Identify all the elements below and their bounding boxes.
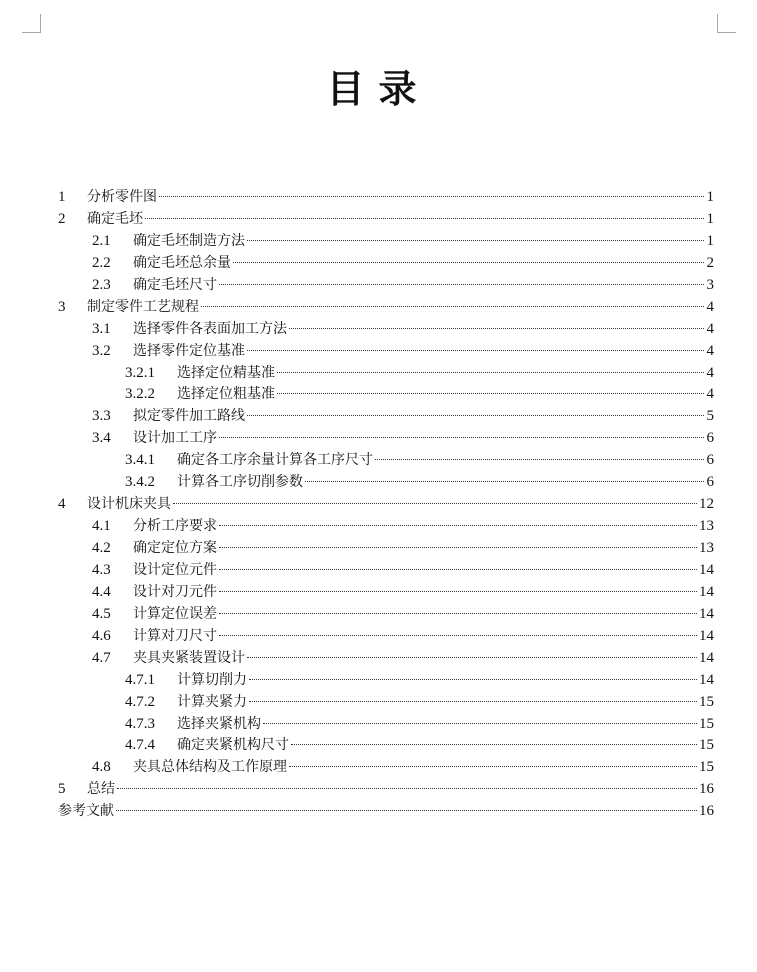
toc-entry[interactable]: [58, 582, 714, 604]
toc-entry-label: 夹具总体结构及工作原理: [133, 759, 287, 776]
dot-leader: [219, 613, 697, 614]
toc-entry[interactable]: [58, 319, 714, 341]
toc-entry-number: 4.6: [92, 627, 111, 644]
toc-entry-page: 4: [706, 386, 714, 403]
toc-entry[interactable]: [58, 692, 714, 714]
toc-entry[interactable]: [58, 735, 714, 757]
toc-entry-label: 参考文献: [58, 803, 114, 820]
page-corner-mark-top-right: [717, 14, 736, 33]
toc-entry-label: 计算定位误差: [133, 605, 217, 622]
toc-entry[interactable]: [58, 494, 714, 516]
toc-entry[interactable]: [58, 275, 714, 297]
toc-entry[interactable]: [58, 209, 714, 231]
toc-entry-label: 确定各工序余量计算各工序尺寸: [177, 452, 373, 469]
toc-entry-label: 拟定零件加工路线: [133, 408, 245, 425]
toc-entry-number: 3.3: [92, 408, 111, 425]
dot-leader: [247, 240, 704, 241]
toc-entry[interactable]: [58, 560, 714, 582]
toc-entry-page: 14: [699, 561, 714, 578]
dot-leader: [116, 810, 697, 811]
toc-entry-label: 计算对刀尺寸: [133, 627, 217, 644]
toc-entry[interactable]: [58, 670, 714, 692]
toc-entry-page: 15: [699, 715, 714, 732]
toc-entry[interactable]: [58, 187, 714, 209]
dot-leader: [145, 218, 704, 219]
toc-entry-number: 4.7.1: [125, 671, 155, 688]
toc-entry-label: 分析零件图: [87, 189, 157, 205]
toc-entry-number: 1: [58, 189, 66, 205]
toc-entry-number: 5: [58, 781, 66, 798]
dot-leader: [263, 723, 697, 724]
toc-entry[interactable]: [58, 231, 714, 253]
toc-entry-number: 3.2.1: [125, 364, 155, 381]
dot-leader: [219, 635, 697, 636]
toc-entry[interactable]: [58, 363, 714, 385]
toc-entry-page: 2: [706, 254, 714, 271]
toc-entry-number: 4.2: [92, 540, 111, 556]
toc-entry-number: 2: [58, 210, 66, 227]
toc-entry-page: 15: [699, 693, 714, 710]
toc-entry-label: 制定零件工艺规程: [87, 298, 199, 315]
dot-leader: [305, 481, 704, 482]
dot-leader: [247, 350, 704, 351]
toc-entry[interactable]: [58, 516, 714, 538]
toc-entry-page: 6: [706, 452, 714, 469]
dot-leader: [173, 503, 697, 504]
dot-leader: [289, 766, 697, 767]
toc-entry-page: 5: [706, 408, 714, 425]
toc-entry[interactable]: [58, 714, 714, 736]
toc-entry-label: 确定夹紧机构尺寸: [177, 737, 289, 754]
dot-leader: [277, 393, 704, 394]
toc-entry[interactable]: [58, 757, 714, 779]
toc-entry[interactable]: [58, 428, 714, 450]
toc-entry-page: 14: [699, 605, 714, 622]
toc-entry[interactable]: [58, 450, 714, 472]
toc-entry-number: 4.7: [92, 649, 111, 666]
toc-entry-page: 15: [699, 759, 714, 776]
toc-entry-label: 计算各工序切削参数: [177, 474, 303, 491]
toc-entry-page: 14: [699, 583, 714, 600]
toc-entry-label: 分析工序要求: [133, 518, 217, 535]
toc-entry[interactable]: [58, 253, 714, 275]
toc-entry-label: 选择夹紧机构: [177, 715, 261, 732]
toc-entry[interactable]: [58, 648, 714, 670]
toc-entry-label: 计算夹紧力: [177, 693, 247, 710]
toc-entry[interactable]: [58, 779, 714, 801]
dot-leader: [219, 591, 697, 592]
toc-title: 目录: [326, 66, 431, 111]
toc-entry-number: 3.4.1: [125, 452, 155, 469]
toc-entry[interactable]: [58, 604, 714, 626]
toc-entry-label: 选择定位精基准: [177, 364, 275, 381]
toc-entry-number: 3.4: [92, 430, 111, 447]
toc-entry-page: 6: [706, 474, 714, 491]
toc-entry-label: 确定定位方案: [133, 540, 217, 556]
dot-leader: [289, 328, 704, 329]
toc-entry-label: 夹具夹紧装置设计: [133, 649, 245, 666]
dot-leader: [247, 415, 704, 416]
dot-leader: [249, 679, 697, 680]
dot-leader: [249, 701, 697, 702]
toc-entry-page: 1: [706, 210, 714, 227]
toc-entry-label: 选择定位粗基准: [177, 386, 275, 403]
toc-entry-page: 4: [706, 364, 714, 381]
toc-entry[interactable]: [58, 406, 714, 428]
toc-entry-number: 4.1: [92, 518, 111, 535]
dot-leader: [159, 196, 704, 197]
toc-entry[interactable]: [58, 472, 714, 494]
toc-entry-page: 14: [699, 649, 714, 666]
dot-leader: [291, 744, 697, 745]
toc-entry[interactable]: [58, 384, 714, 406]
toc-entry-number: 3: [58, 298, 66, 315]
toc-entry[interactable]: [58, 538, 714, 560]
toc-entry-label: 设计定位元件: [133, 561, 217, 578]
toc-entry-label: 选择零件各表面加工方法: [133, 320, 287, 337]
toc-entry-page: 13: [699, 518, 714, 535]
dot-leader: [219, 437, 704, 438]
toc-entry-label: 选择零件定位基准: [133, 342, 245, 359]
page-corner-mark-top-left: [22, 14, 41, 33]
toc-entry[interactable]: [58, 341, 714, 363]
dot-leader: [247, 657, 697, 658]
toc-entry-page: 1: [706, 232, 714, 249]
toc-entry-number: 3.1: [92, 320, 111, 337]
dot-leader: [219, 525, 697, 526]
toc-entry-number: 4.7.2: [125, 693, 155, 710]
toc-entry-label: 设计加工工序: [133, 430, 217, 447]
dot-leader: [233, 262, 704, 263]
toc-entry-label: 计算切削力: [177, 671, 247, 688]
toc-entry-number: 3.2.2: [125, 386, 155, 403]
toc-entry-number: 4.7.4: [125, 737, 155, 754]
toc-entry[interactable]: [58, 297, 714, 319]
toc-entry-page: 16: [699, 781, 714, 798]
dot-leader: [219, 547, 697, 548]
toc-entry-number: 3.2: [92, 342, 111, 359]
toc-entry-page: 3: [706, 276, 714, 293]
toc-entry-number: 4.4: [92, 583, 111, 600]
toc-entry-label: 设计对刀元件: [133, 583, 217, 600]
toc-entry-number: 2.1: [92, 232, 111, 249]
toc-entry-page: 1: [706, 189, 714, 205]
toc-entry-page: 14: [699, 671, 714, 688]
dot-leader: [219, 569, 697, 570]
toc-entry[interactable]: [58, 626, 714, 648]
toc-entry-page: 13: [699, 540, 714, 556]
dot-leader: [219, 284, 704, 285]
toc-entry-label: 确定毛坯尺寸: [133, 276, 217, 293]
toc-entry-number: 2.3: [92, 276, 111, 293]
toc-entry-page: 15: [699, 737, 714, 754]
toc-entry-number: 4: [58, 496, 66, 513]
toc-entry-label: 确定毛坯制造方法: [133, 232, 245, 249]
toc-entry-label: 设计机床夹具: [87, 496, 171, 513]
toc-entry-page: 16: [699, 803, 714, 820]
toc-entry-number: 4.7.3: [125, 715, 155, 732]
dot-leader: [201, 306, 704, 307]
toc-entry-page: 4: [706, 320, 714, 337]
dot-leader: [117, 788, 697, 789]
toc-entry-number: 2.2: [92, 254, 111, 271]
toc-entry-number: 4.3: [92, 561, 111, 578]
dot-leader: [277, 372, 704, 373]
toc-entry-page: 4: [706, 342, 714, 359]
toc-entry-number: 4.5: [92, 605, 111, 622]
toc-entry[interactable]: [58, 801, 714, 823]
toc-entry-page: 14: [699, 627, 714, 644]
toc-entry-number: 3.4.2: [125, 474, 155, 491]
toc-entry-label: 确定毛坯: [87, 210, 143, 227]
table-of-contents: [58, 187, 714, 823]
toc-entry-label: 总结: [87, 781, 115, 798]
dot-leader: [375, 459, 704, 460]
toc-entry-number: 4.8: [92, 759, 111, 776]
toc-entry-page: 12: [699, 496, 714, 513]
toc-entry-label: 确定毛坯总余量: [133, 254, 231, 271]
toc-entry-page: 4: [706, 298, 714, 315]
toc-entry-page: 6: [706, 430, 714, 447]
